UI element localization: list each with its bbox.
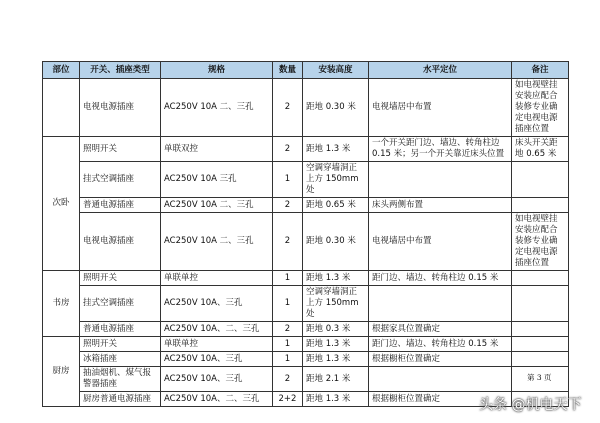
note-cell bbox=[512, 271, 569, 286]
quantity-cell: 2 bbox=[273, 213, 303, 271]
spec-cell: 单联双控 bbox=[161, 137, 273, 162]
column-header: 部位 bbox=[43, 62, 80, 79]
spec-cell: 单联单控 bbox=[161, 271, 273, 286]
type-cell: 普通电源插座 bbox=[80, 322, 161, 337]
height-cell: 距地 0.3 米 bbox=[303, 322, 369, 337]
type-cell: 照明开关 bbox=[80, 337, 161, 352]
column-header: 安装高度 bbox=[303, 62, 369, 79]
quantity-cell: 1 bbox=[273, 337, 303, 352]
height-cell: 空调穿墙洞正上方 150mm 处 bbox=[303, 286, 369, 322]
height-cell: 距地 1.3 米 bbox=[303, 137, 369, 162]
quantity-cell: 1 bbox=[273, 162, 303, 198]
watermark-text: 头条 @机电天下 bbox=[479, 397, 582, 413]
spec-cell: AC250V 10A 二、三孔 bbox=[161, 198, 273, 213]
height-cell: 空调穿墙洞正上方 150mm 处 bbox=[303, 162, 369, 198]
height-cell: 距地 0.30 米 bbox=[303, 79, 369, 137]
type-cell: 电视电源插座 bbox=[80, 79, 161, 137]
type-cell: 冰箱插座 bbox=[80, 352, 161, 367]
spec-cell: AC250V 10A 二、三孔 bbox=[161, 213, 273, 271]
note-cell bbox=[512, 198, 569, 213]
position-cell bbox=[369, 162, 512, 198]
table-row bbox=[43, 137, 569, 162]
height-cell: 距地 1.3 米 bbox=[303, 337, 369, 352]
note-cell bbox=[512, 286, 569, 322]
table-row bbox=[43, 162, 569, 198]
position-cell: 电视墙居中布置 bbox=[369, 213, 512, 271]
quantity-cell: 1 bbox=[273, 286, 303, 322]
column-header: 备注 bbox=[512, 62, 569, 79]
position-cell: 根据橱柜位置确定 bbox=[369, 392, 512, 407]
table-row bbox=[43, 352, 569, 367]
table-row bbox=[43, 322, 569, 337]
column-header: 水平定位 bbox=[369, 62, 512, 79]
table-header bbox=[43, 62, 569, 79]
table-row bbox=[43, 286, 569, 322]
table-row bbox=[43, 79, 569, 137]
quantity-cell: 2 bbox=[273, 198, 303, 213]
table-row bbox=[43, 367, 569, 392]
note-cell bbox=[512, 322, 569, 337]
spec-cell: AC250V 10A、三孔 bbox=[161, 286, 273, 322]
type-cell: 照明开关 bbox=[80, 271, 161, 286]
table-body bbox=[43, 79, 569, 407]
type-cell: 挂式空调插座 bbox=[80, 286, 161, 322]
position-cell: 距门边、墙边、转角柱边 0.15 米 bbox=[369, 271, 512, 286]
type-cell: 普通电源插座 bbox=[80, 198, 161, 213]
spec-cell: AC250V 10A 二、三孔 bbox=[161, 79, 273, 137]
table-row bbox=[43, 198, 569, 213]
type-cell: 电视电源插座 bbox=[80, 213, 161, 271]
quantity-cell: 2 bbox=[273, 322, 303, 337]
room-cell: 书房 bbox=[43, 271, 80, 337]
table-row bbox=[43, 337, 569, 352]
note-cell: 床头开关距地 0.65 米 bbox=[512, 137, 569, 162]
height-cell: 距地 0.30 米 bbox=[303, 213, 369, 271]
quantity-cell: 2 bbox=[273, 367, 303, 392]
spec-cell: AC250V 10A、二、三孔 bbox=[161, 392, 273, 407]
height-cell: 距地 1.3 米 bbox=[303, 271, 369, 286]
room-cell: 厨房 bbox=[43, 337, 80, 407]
position-cell: 根据家具位置确定 bbox=[369, 322, 512, 337]
note-cell bbox=[512, 352, 569, 367]
page-number: 第 3 页 bbox=[527, 373, 552, 382]
position-cell: 距门边、墙边、转角柱边 0.15 米 bbox=[369, 337, 512, 352]
height-cell: 距地 2.1 米 bbox=[303, 367, 369, 392]
table-row bbox=[43, 271, 569, 286]
height-cell: 距地 0.65 米 bbox=[303, 198, 369, 213]
type-cell: 厨房普通电源插座 bbox=[80, 392, 161, 407]
position-cell: 根据橱柜位置确定 bbox=[369, 352, 512, 367]
quantity-cell: 1 bbox=[273, 271, 303, 286]
position-cell: 电视墙居中布置 bbox=[369, 79, 512, 137]
spec-table bbox=[42, 61, 569, 407]
table-row bbox=[43, 213, 569, 271]
height-cell: 距地 1.3 米 bbox=[303, 392, 369, 407]
type-cell: 照明开关 bbox=[80, 137, 161, 162]
spec-cell: 单联单控 bbox=[161, 337, 273, 352]
note-cell: 如电视壁挂安装应配合装修专业确定电视电源插座位置 bbox=[512, 79, 569, 137]
quantity-cell: 2 bbox=[273, 137, 303, 162]
type-cell: 挂式空调插座 bbox=[80, 162, 161, 198]
position-cell bbox=[369, 286, 512, 322]
spec-cell: AC250V 10A 三孔 bbox=[161, 162, 273, 198]
position-cell: 床头两侧布置 bbox=[369, 198, 512, 213]
note-cell bbox=[512, 337, 569, 352]
quantity-cell: 2+2 bbox=[273, 392, 303, 407]
spec-cell: AC250V 10A、二、三孔 bbox=[161, 322, 273, 337]
column-header: 规格 bbox=[161, 62, 273, 79]
quantity-cell: 2 bbox=[273, 79, 303, 137]
spec-cell: AC250V 10A、三孔 bbox=[161, 367, 273, 392]
note-cell: 如电视壁挂安装应配合装修专业确定电视电源插座位置 bbox=[512, 213, 569, 271]
column-header: 开关、插座类型 bbox=[80, 62, 161, 79]
note-cell bbox=[512, 162, 569, 198]
type-cell: 抽油烟机、煤气报警器插座 bbox=[80, 367, 161, 392]
room-cell bbox=[43, 79, 80, 137]
spec-cell: AC250V 10A、三孔 bbox=[161, 352, 273, 367]
height-cell: 距地 1.3 米 bbox=[303, 352, 369, 367]
position-cell: 一个开关距门边、墙边、转角柱边 0.15 米；另一个开关靠近床头位置 bbox=[369, 137, 512, 162]
quantity-cell: 1 bbox=[273, 352, 303, 367]
room-cell: 次卧 bbox=[43, 137, 80, 271]
column-header: 数量 bbox=[273, 62, 303, 79]
position-cell bbox=[369, 367, 512, 392]
